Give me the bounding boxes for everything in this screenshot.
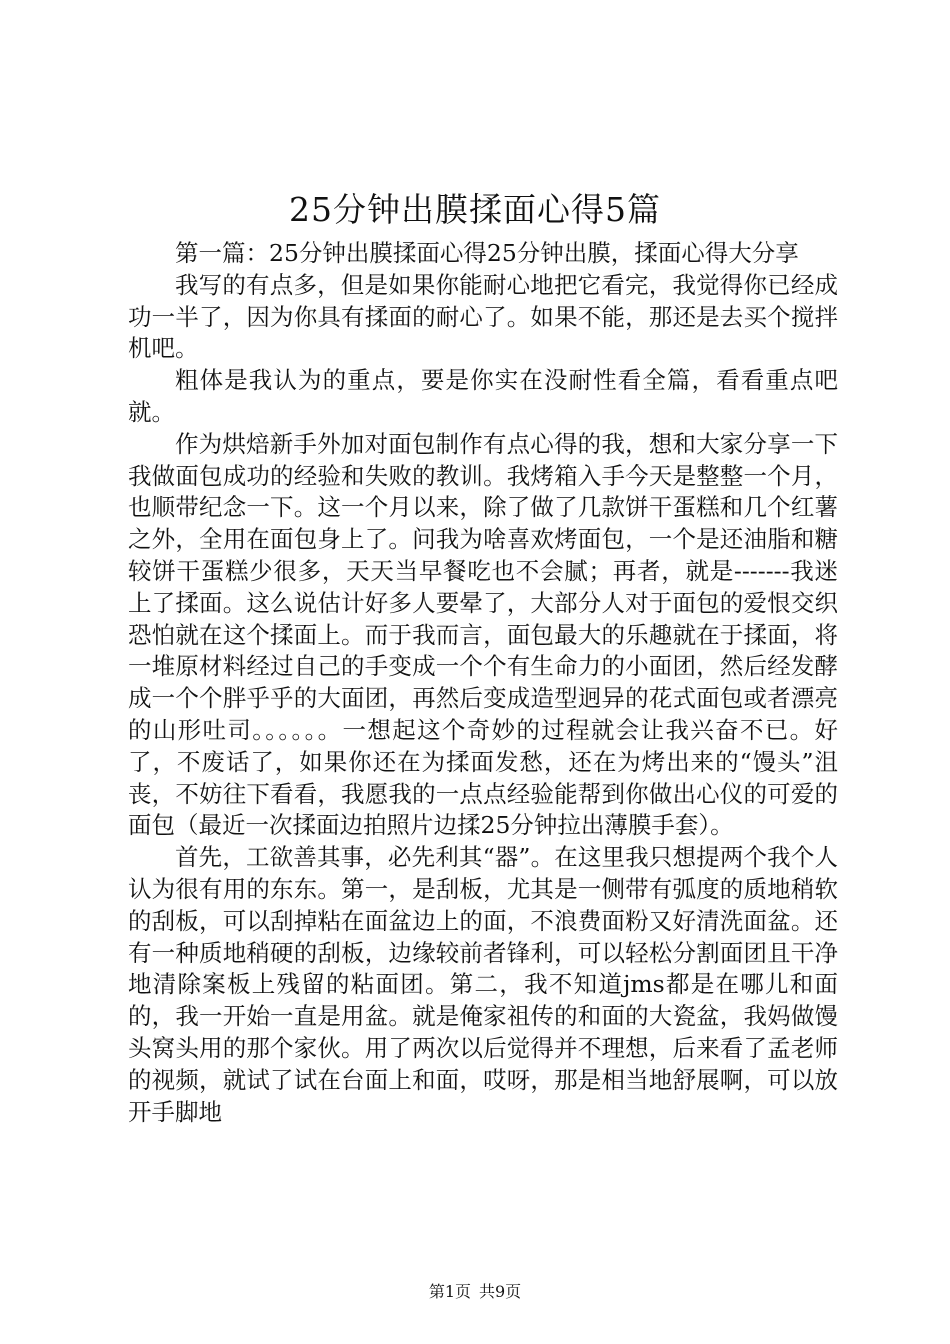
paragraph-4: 作为烘焙新手外加对面包制作有点心得的我，想和大家分享一下我做面包成功的经验和失败的教训。我烤箱入手今天是整整一个月，也顺带纪念一下。这一个月以来，除了做了几款饼干蛋糕和几个红薯之外，全用在面包身上了。问我为啥喜欢烤面包，一个是还油脂和糖较饼干蛋糕少很多，天天当早餐吃也不会腻；再者，就是-------我迷上了揉面。这么说估计好多人要晕了，大部分人对于面包的爱恨交织恐怕就在这个揉面上。而于我而言，面包最大的乐趣就在于揉面，将一堆原材料经过自己的手变成一个个有生命力的小面团，然后经发酵成一个个胖乎乎的大面团，再然后变成造型迥异的花式面包或者漂亮的山形吐司。。。。。。一想起这个奇妙的过程就会让我兴奋不已。好了，不废话了，如果你还在为揉面发愁，还在为烤出来的“馒头”沮丧，不妨往下看看，我愿我的一点点经验能帮到你做出心仪的可爱的面包（最近一次揉面边拍照片边揉25分钟拉出薄膜手套）。 xyxy=(128,429,838,840)
paragraph-2: 我写的有点多，但是如果你能耐心地把它看完，我觉得你已经成功一半了，因为你具有揉面的耐心了。如果不能，那还是去买个搅拌机吧。 xyxy=(128,270,838,363)
page-footer xyxy=(0,1282,950,1302)
paragraph-3: 粗体是我认为的重点，要是你实在没耐性看全篇，看看重点吧就。 xyxy=(128,366,838,426)
page-total: 共9页 xyxy=(479,1282,522,1301)
page-number: 第1页 xyxy=(428,1282,471,1301)
document-body xyxy=(128,238,838,1128)
paragraph-1: 第一篇：25分钟出膜揉面心得25分钟出膜，揉面心得大分享 xyxy=(175,239,799,267)
paragraph-5: 首先，工欲善其事，必先利其“器”。在这里我只想提两个我个人认为很有用的东东。第一，是刮板，尤其是一侧带有弧度的质地稍软的刮板，可以刮掉粘在面盆边上的面，不浪费面粉又好清洗面盆。还有一种质地稍硬的刮板，边缘较前者锋利，可以轻松分割面团且干净地清除案板上残留的粘面团。第二，我不知道jms都是在哪儿和面的，我一开始一直是用盆。就是俺家祖传的和面的大瓷盆，我妈做馒头窝头用的那个家伙。用了两次以后觉得并不理想，后来看了孟老师的视频，就试了试在台面上和面，哎呀，那是相当地舒展啊，可以放开手脚地 xyxy=(128,843,838,1126)
document-title: 25分钟出膜揉面心得5篇 xyxy=(289,190,661,229)
